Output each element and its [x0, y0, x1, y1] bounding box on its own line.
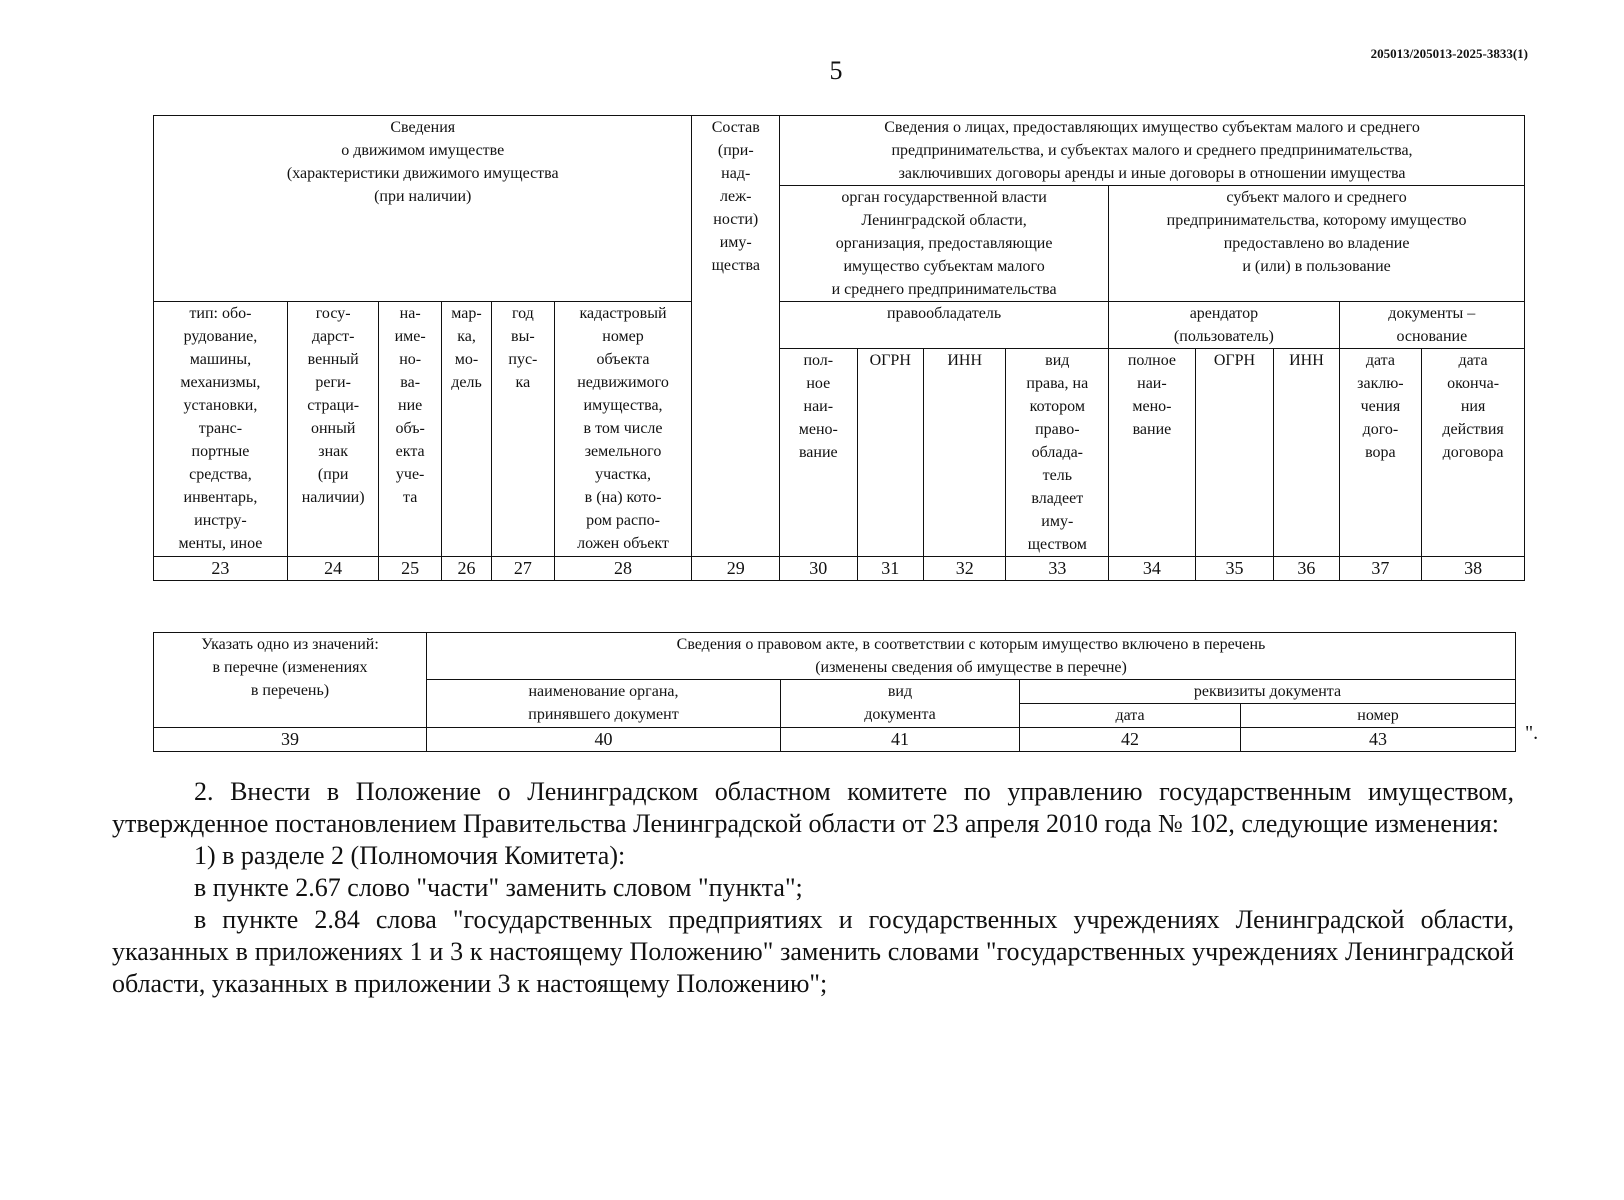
col-reg-sign-header: госу- дарст- венный реги- страци- онный знак (при наличии)	[287, 302, 379, 557]
paragraph-section: 1) в разделе 2 (Полномочия Комитета):	[194, 841, 626, 870]
doc-details-header: реквизиты документа	[1020, 680, 1516, 704]
sme-header: субъект малого и среднего предпринимательства, которому имущество предоставлено во владение и (или) в пользование	[1109, 186, 1525, 302]
column-number: 31	[857, 557, 923, 581]
documents-basis-header: документы – основание	[1339, 302, 1524, 349]
col-owner-name-header: пол- ное наи- мено- вание	[780, 349, 858, 557]
column-number: 28	[554, 557, 692, 581]
column-number: 32	[923, 557, 1006, 581]
document-id: 205013/205013-2025-3833(1)	[1370, 46, 1528, 61]
paragraph-item-284: в пункте 2.84 слова "государственных предприятиях и государственных учреждениях Ленинградской области, указанных в приложениях 1 и 3 к настоящему Положению" заменить словами "государственных учреждениях Ленинградской области, указанных в приложении 3 к настоящему Положению";	[112, 905, 1514, 998]
column-number: 24	[287, 557, 379, 581]
paragraph-item-267: в пункте 2.67 слово "части" заменить словом "пункта";	[194, 873, 803, 902]
legal-act-header: Сведения о правовом акте, в соответствии с которым имущество включено в перечень (изменены сведения об имуществе в перечне)	[427, 633, 1516, 680]
column-number: 35	[1195, 557, 1274, 581]
tenant-header: арендатор (пользователь)	[1109, 302, 1339, 349]
value-indicate-header: Указать одно из значений: в перечне (изменениях в перечень)	[154, 633, 427, 728]
column-number: 29	[692, 557, 780, 581]
body-text	[112, 776, 1514, 1000]
col-contract-date-header: дата заклю- чения дого- вора	[1339, 349, 1422, 557]
col-brand-header: мар- ка, мо- дель	[441, 302, 491, 557]
persons-header: Сведения о лицах, предоставляющих имущество субъектам малого и среднего предпринимательства, и субъектах малого и среднего предпринимательства, заключивших договоры аренды и иные договоры в отношении имущества	[780, 116, 1525, 186]
column-number: 42	[1020, 728, 1241, 752]
column-number: 36	[1274, 557, 1339, 581]
col-tenant-inn-header: ИНН	[1274, 349, 1339, 557]
column-number: 39	[154, 728, 427, 752]
col-owner-inn-header: ИНН	[923, 349, 1006, 557]
col-owner-ogrn-header: ОГРН	[857, 349, 923, 557]
closing-quote: ".	[1525, 722, 1539, 744]
column-number: 33	[1006, 557, 1109, 581]
authority-name-header: наименование органа, принявшего документ	[427, 680, 781, 728]
column-number: 25	[379, 557, 441, 581]
doc-type-header: вид документа	[781, 680, 1020, 728]
col-tenant-name-header: полное наи- мено- вание	[1109, 349, 1196, 557]
date-header: дата	[1020, 704, 1241, 728]
column-number: 30	[780, 557, 858, 581]
column-number: 26	[441, 557, 491, 581]
column-number: 27	[492, 557, 554, 581]
col-name-header: на- име- но- ва- ние объ- екта уче- та	[379, 302, 441, 557]
composition-header: Состав (при- над- леж- ности) иму- щества	[692, 116, 780, 557]
col-right-type-header: вид права, на котором право- облада- тель владеет иму- ществом	[1006, 349, 1109, 557]
movable-property-header: Сведения о движимом имуществе (характеристики движимого имущества (при наличии)	[154, 116, 692, 302]
col-year-header: год вы- пус- ка	[492, 302, 554, 557]
legal-act-table	[153, 632, 1516, 752]
page-number: 5	[829, 56, 843, 85]
authority-header: орган государственной власти Ленинградской области, организация, предоставляющие имущество субъектам малого и среднего предпринимательства	[780, 186, 1109, 302]
property-details-table	[153, 115, 1525, 581]
column-number: 38	[1422, 557, 1525, 581]
column-number: 43	[1241, 728, 1516, 752]
column-number: 34	[1109, 557, 1196, 581]
number-header: номер	[1241, 704, 1516, 728]
paragraph-amendment: 2. Внести в Положение о Ленинградском областном комитете по управлению государственным имуществом, утвержденное постановлением Правительства Ленинградской области от 23 апреля 2010 года № 102, следующие изменения:	[112, 777, 1514, 838]
column-number: 41	[781, 728, 1020, 752]
column-number: 40	[427, 728, 781, 752]
column-number: 23	[154, 557, 288, 581]
col-contract-end-header: дата оконча- ния действия договора	[1422, 349, 1525, 557]
col-type-header: тип: обо- рудование, машины, механизмы, установки, транс- портные средства, инвентарь, инстру- менты, иное	[154, 302, 288, 557]
col-cadastral-header: кадастровый номер объекта недвижимого имущества, в том числе земельного участка, в (на) кото- ром распо- ложен объект	[554, 302, 692, 557]
col-tenant-ogrn-header: ОГРН	[1195, 349, 1274, 557]
owner-header: правообладатель	[780, 302, 1109, 349]
column-number: 37	[1339, 557, 1422, 581]
